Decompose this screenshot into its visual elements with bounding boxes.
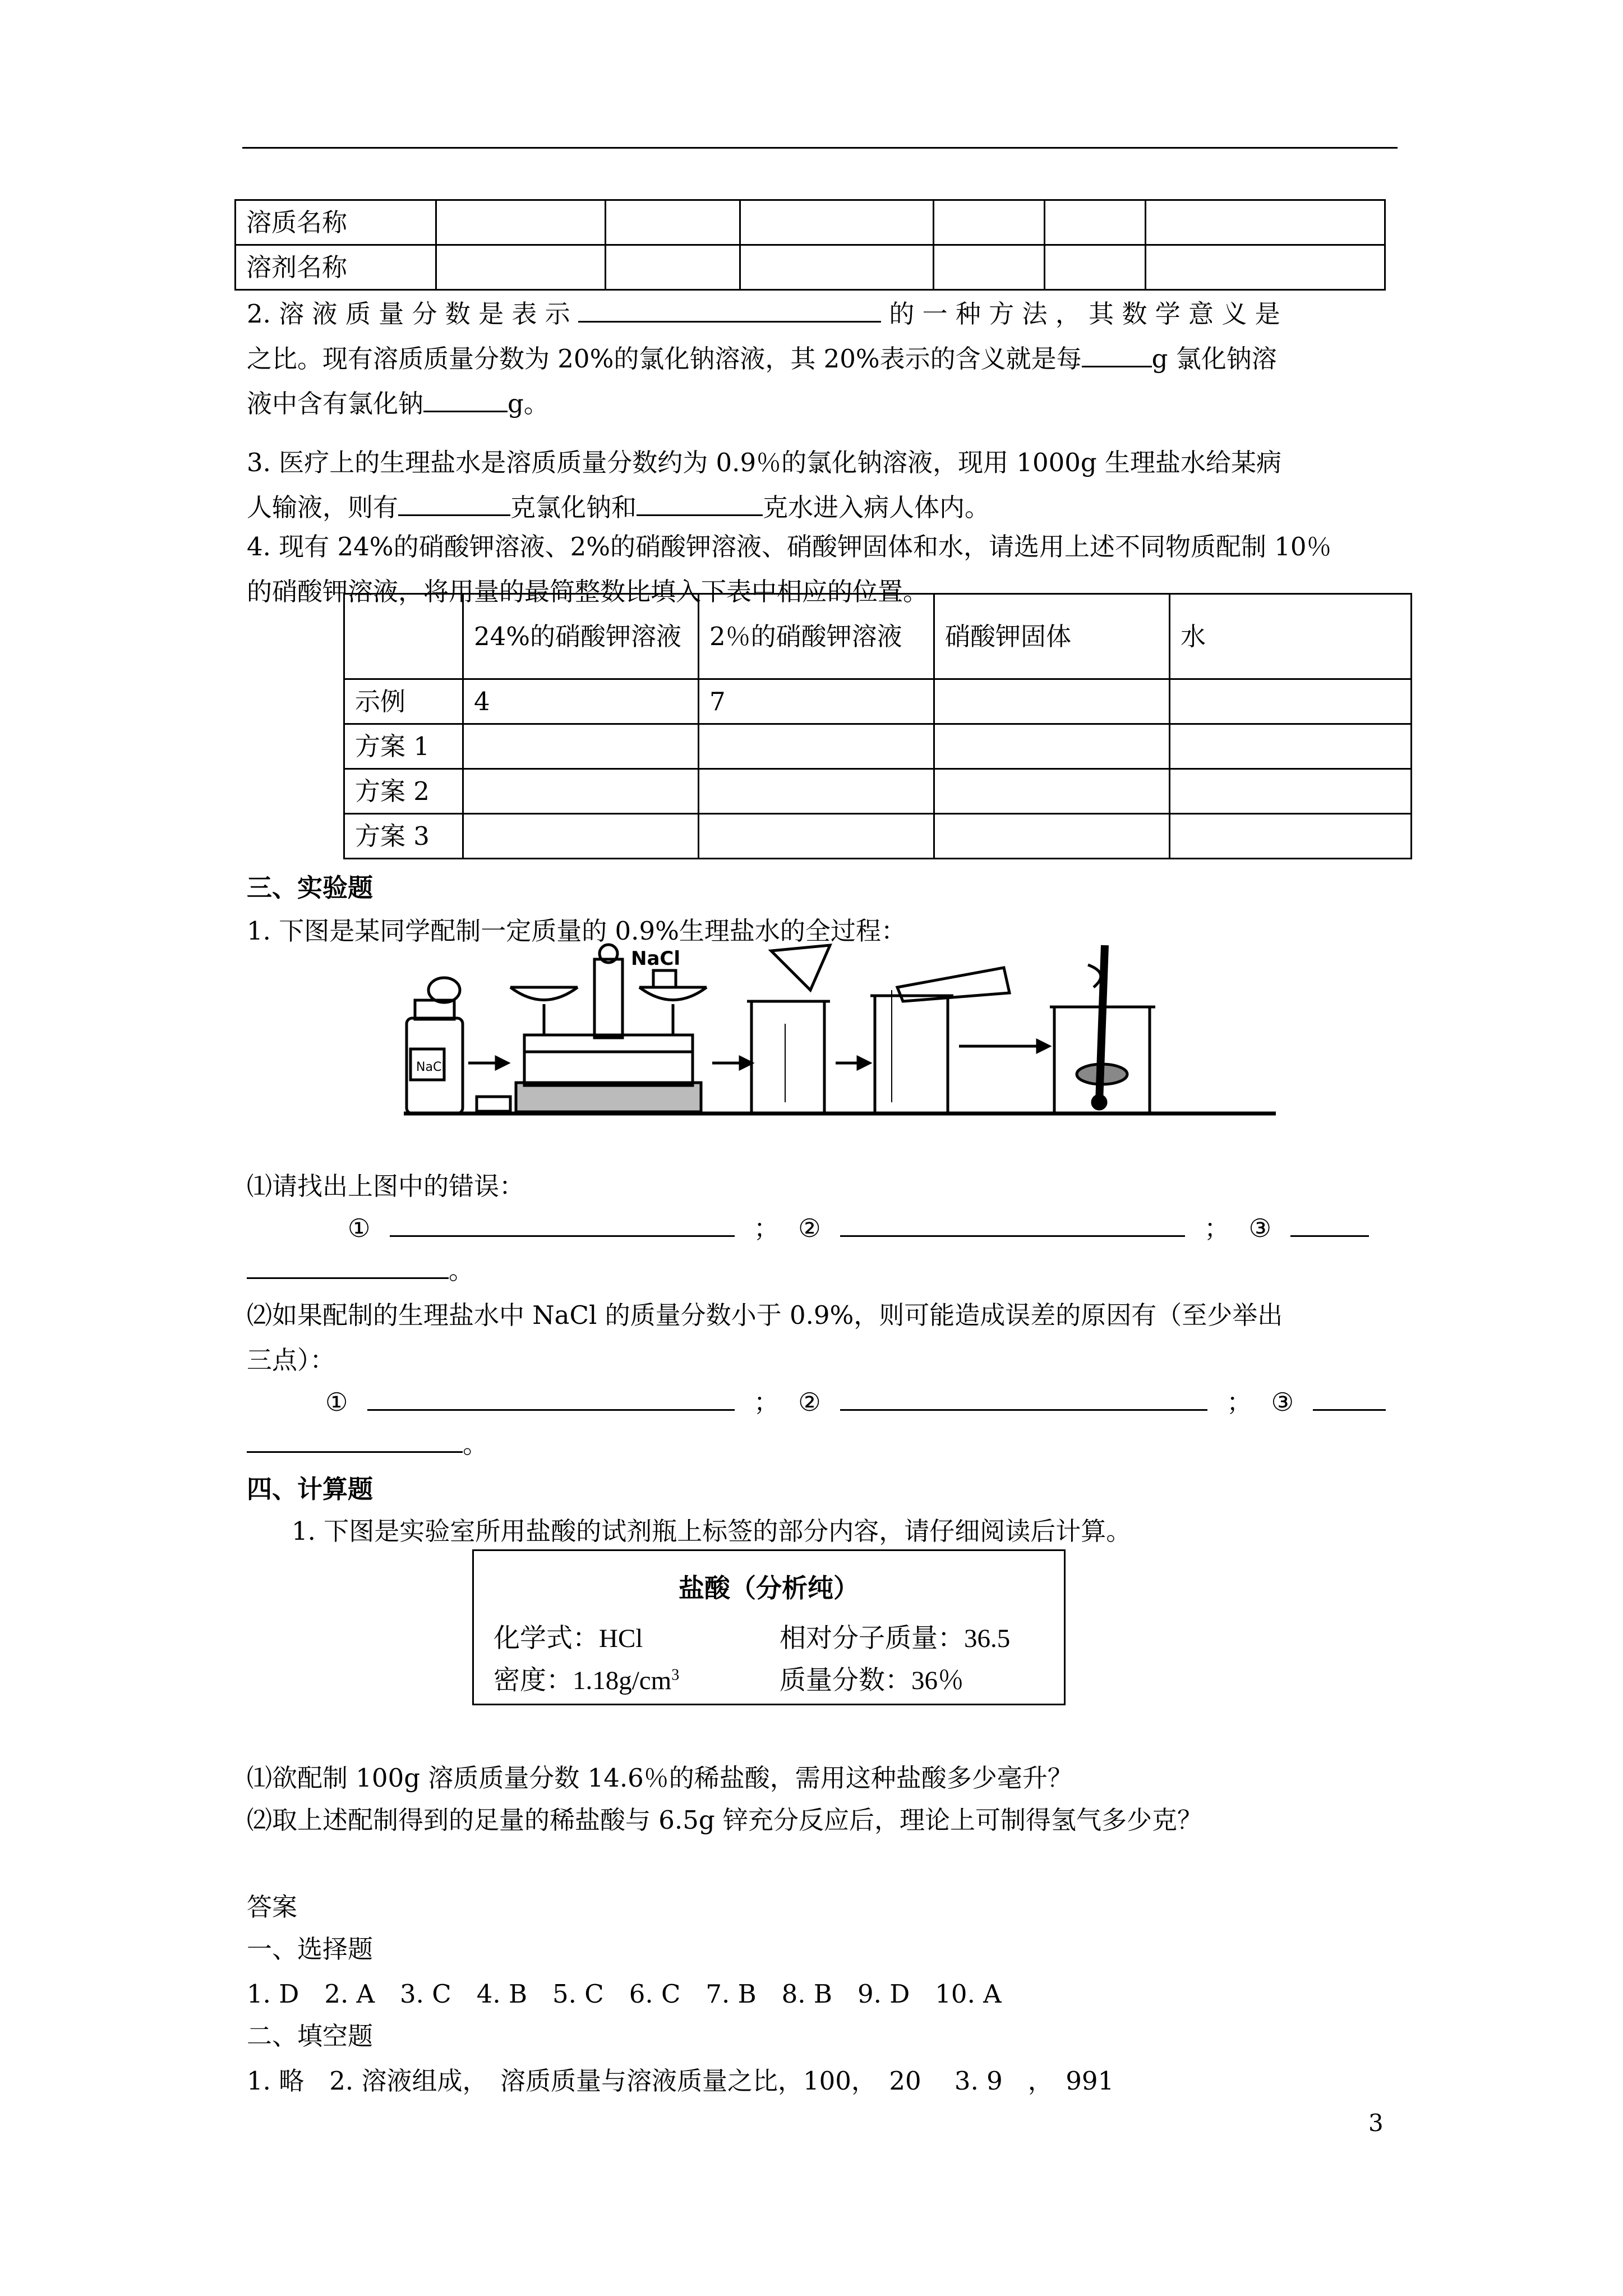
sec3-s1-blanks <box>348 1206 1503 1251</box>
table-row <box>236 200 1385 245</box>
header-cell: 2％的硝酸钾溶液 <box>699 594 934 679</box>
sec3-s1: ⑴请找出上图中的错误： <box>247 1171 525 1201</box>
table-cell[interactable] <box>934 724 1170 769</box>
q3-text: 克氯化钠和 <box>510 493 637 522</box>
table-row <box>344 769 1412 814</box>
answer-blank[interactable] <box>423 388 508 412</box>
saline-preparation-figure <box>398 934 1284 1125</box>
q3-text: 人输液，则有 <box>247 493 399 522</box>
answer-blank[interactable] <box>1082 343 1152 367</box>
table-cell[interactable] <box>699 814 934 859</box>
circle-number: ② <box>798 1213 821 1243</box>
table-cell[interactable] <box>740 245 934 290</box>
table-cell[interactable] <box>934 200 1045 245</box>
label-formula: 化学式：HCl <box>494 1624 643 1653</box>
table-row <box>344 724 1412 769</box>
table-cell[interactable] <box>1146 200 1385 245</box>
answer-blank[interactable] <box>398 492 510 516</box>
table-cell[interactable] <box>463 814 699 859</box>
hcl-reagent-label <box>472 1549 1066 1705</box>
answer-blank[interactable] <box>1313 1387 1386 1411</box>
table-cell[interactable] <box>699 724 934 769</box>
table-cell[interactable] <box>934 769 1170 814</box>
q4-line1: 4. 现有 24%的硝酸钾溶液、2%的硝酸钾溶液、硝酸钾固体和水，请选用上述不同物质配制 10％ <box>247 532 1332 562</box>
answer-blank[interactable] <box>840 1387 1207 1411</box>
page-number: 3 <box>1368 2109 1384 2137</box>
row-label: 方案 3 <box>344 814 463 859</box>
label-title: 盐酸（分析纯） <box>679 1573 859 1603</box>
table-cell[interactable] <box>463 769 699 814</box>
separator: ； <box>1227 1387 1252 1417</box>
answer-blank[interactable] <box>578 298 881 323</box>
q3-text: 克水进入病人体内。 <box>763 493 990 522</box>
circle-number: ② <box>798 1387 821 1417</box>
answers-section1-text: 1. D 2. A 3. C 4. B 5. C 6. C 7. B 8. B 9. D 10. A <box>247 1979 1002 2009</box>
period: 。 <box>449 1255 474 1285</box>
answer-blank[interactable] <box>637 492 763 516</box>
circle-number: ① <box>325 1387 348 1417</box>
q2-text: 的 一 种 方 法 ， 其 数 学 意 义 是 <box>889 299 1280 329</box>
sec3-s1-end <box>247 1248 1402 1293</box>
answer-blank[interactable] <box>390 1213 735 1237</box>
table-cell[interactable] <box>740 200 934 245</box>
answers-section2: 二、填空题 <box>247 2021 374 2051</box>
table-cell[interactable] <box>1170 814 1412 859</box>
period: 。 <box>463 1429 488 1459</box>
header-cell: 24%的硝酸钾溶液 <box>463 594 699 679</box>
q2-text: 之比。现有溶质质量分数为 20%的氯化钠溶液，其 20%表示的含义就是每 <box>247 344 1082 374</box>
separator: ； <box>753 1213 779 1243</box>
table-cell[interactable] <box>436 245 606 290</box>
q2-text: g。 <box>508 389 549 418</box>
sec3-s2-blanks <box>325 1380 1481 1425</box>
separator: ； <box>1204 1213 1230 1243</box>
q2-line3 <box>247 381 1402 426</box>
row-label: 溶质名称 <box>236 200 436 245</box>
table-cell[interactable] <box>934 679 1170 724</box>
q2-line2 <box>247 337 1402 381</box>
table-cell[interactable] <box>436 200 606 245</box>
label-density <box>494 1659 679 1697</box>
section-title-calculation: 四、计算题 <box>247 1474 374 1504</box>
q2-text: g 氯化钠溶 <box>1151 344 1277 374</box>
table-cell[interactable] <box>1170 724 1412 769</box>
circle-number: ③ <box>1248 1213 1271 1243</box>
header-cell: 水 <box>1170 594 1412 679</box>
section-title-experiment: 三、实验题 <box>247 873 374 903</box>
q3-line2 <box>247 485 1402 530</box>
sec4-q1: 1. 下图是实验室所用盐酸的试剂瓶上标签的部分内容，请仔细阅读后计算。 <box>292 1516 1132 1546</box>
row-label: 溶剂名称 <box>236 245 436 290</box>
answer-blank[interactable] <box>1290 1213 1369 1237</box>
sec3-q1: 1. 下图是某同学配制一定质量的 0.9%生理盐水的全过程： <box>247 916 906 946</box>
circle-number: ① <box>348 1213 371 1243</box>
table-cell[interactable] <box>699 769 934 814</box>
table-cell: 4 <box>463 679 699 724</box>
q3-line1: 3. 医疗上的生理盐水是溶质质量分数约为 0.9％的氯化钠溶液，现用 1000g 生理盐水给某病 <box>247 448 1282 477</box>
label-molecular-mass: 相对分子质量：36.5 <box>780 1624 1011 1653</box>
table-row <box>344 679 1412 724</box>
table-cell[interactable] <box>606 200 740 245</box>
circle-number: ③ <box>1271 1387 1294 1417</box>
sec4-p2: ⑵取上述配制得到的足量的稀盐酸与 6.5g 锌充分反应后，理论上可制得氢气多少克？ <box>247 1805 1202 1835</box>
table-cell[interactable] <box>934 245 1045 290</box>
sec4-p1: ⑴欲配制 100g 溶质质量分数 14.6％的稀盐酸，需用这种盐酸多少毫升？ <box>247 1763 1073 1793</box>
row-label: 方案 2 <box>344 769 463 814</box>
table-cell[interactable] <box>934 814 1170 859</box>
density-superscript: 3 <box>671 1666 680 1684</box>
table-cell: 7 <box>699 679 934 724</box>
table-row <box>236 245 1385 290</box>
table-cell[interactable] <box>1146 245 1385 290</box>
header-cell <box>344 594 463 679</box>
answers-section1: 一、选择题 <box>247 1934 374 1964</box>
row-label: 方案 1 <box>344 724 463 769</box>
header-rule <box>242 147 1398 149</box>
answer-blank[interactable] <box>367 1387 735 1411</box>
q2-line1 <box>247 292 1402 337</box>
solute-solvent-table <box>234 199 1386 291</box>
separator: ； <box>753 1387 779 1417</box>
table-cell[interactable] <box>463 724 699 769</box>
header-cell: 硝酸钾固体 <box>934 594 1170 679</box>
answers-title: 答案 <box>247 1892 298 1922</box>
q2-text: 液中含有氯化钠 <box>247 389 424 418</box>
sec3-s2-line1: ⑵如果配制的生理盐水中 NaCl 的质量分数小于 0.9%，则可能造成误差的原因有（至少举出 <box>247 1300 1283 1330</box>
bottle-label: NaCl <box>416 1060 445 1074</box>
answer-blank[interactable] <box>247 1429 463 1453</box>
table-header-row <box>344 594 1412 679</box>
table-cell[interactable] <box>1045 245 1146 290</box>
row-label: 示例 <box>344 679 463 724</box>
q2-text: 2. 溶 液 质 量 分 数 是 表 示 <box>247 299 570 329</box>
balance-label: NaCl <box>631 947 681 970</box>
label-mass-fraction: 质量分数：36％ <box>780 1666 964 1695</box>
density-text: 密度：1.18g/cm <box>494 1666 672 1695</box>
answers-section2-text: 1. 略 2. 溶液组成， 溶质质量与溶液质量之比，100， 20 3. 9 ， 991 <box>247 2066 1114 2096</box>
table-row <box>344 814 1412 859</box>
sec3-s2-line2: 三点）： <box>247 1345 335 1375</box>
answer-blank[interactable] <box>247 1255 449 1279</box>
table-cell[interactable] <box>1170 769 1412 814</box>
table-cell[interactable] <box>606 245 740 290</box>
table-cell[interactable] <box>1170 679 1412 724</box>
answer-blank[interactable] <box>840 1213 1185 1237</box>
potassium-nitrate-table <box>343 593 1412 859</box>
table-cell[interactable] <box>1045 200 1146 245</box>
q4-line2: 的硝酸钾溶液，将用量的最简整数比填入下表中相应的位置。 <box>247 577 929 606</box>
sec3-s2-end <box>247 1422 1402 1467</box>
